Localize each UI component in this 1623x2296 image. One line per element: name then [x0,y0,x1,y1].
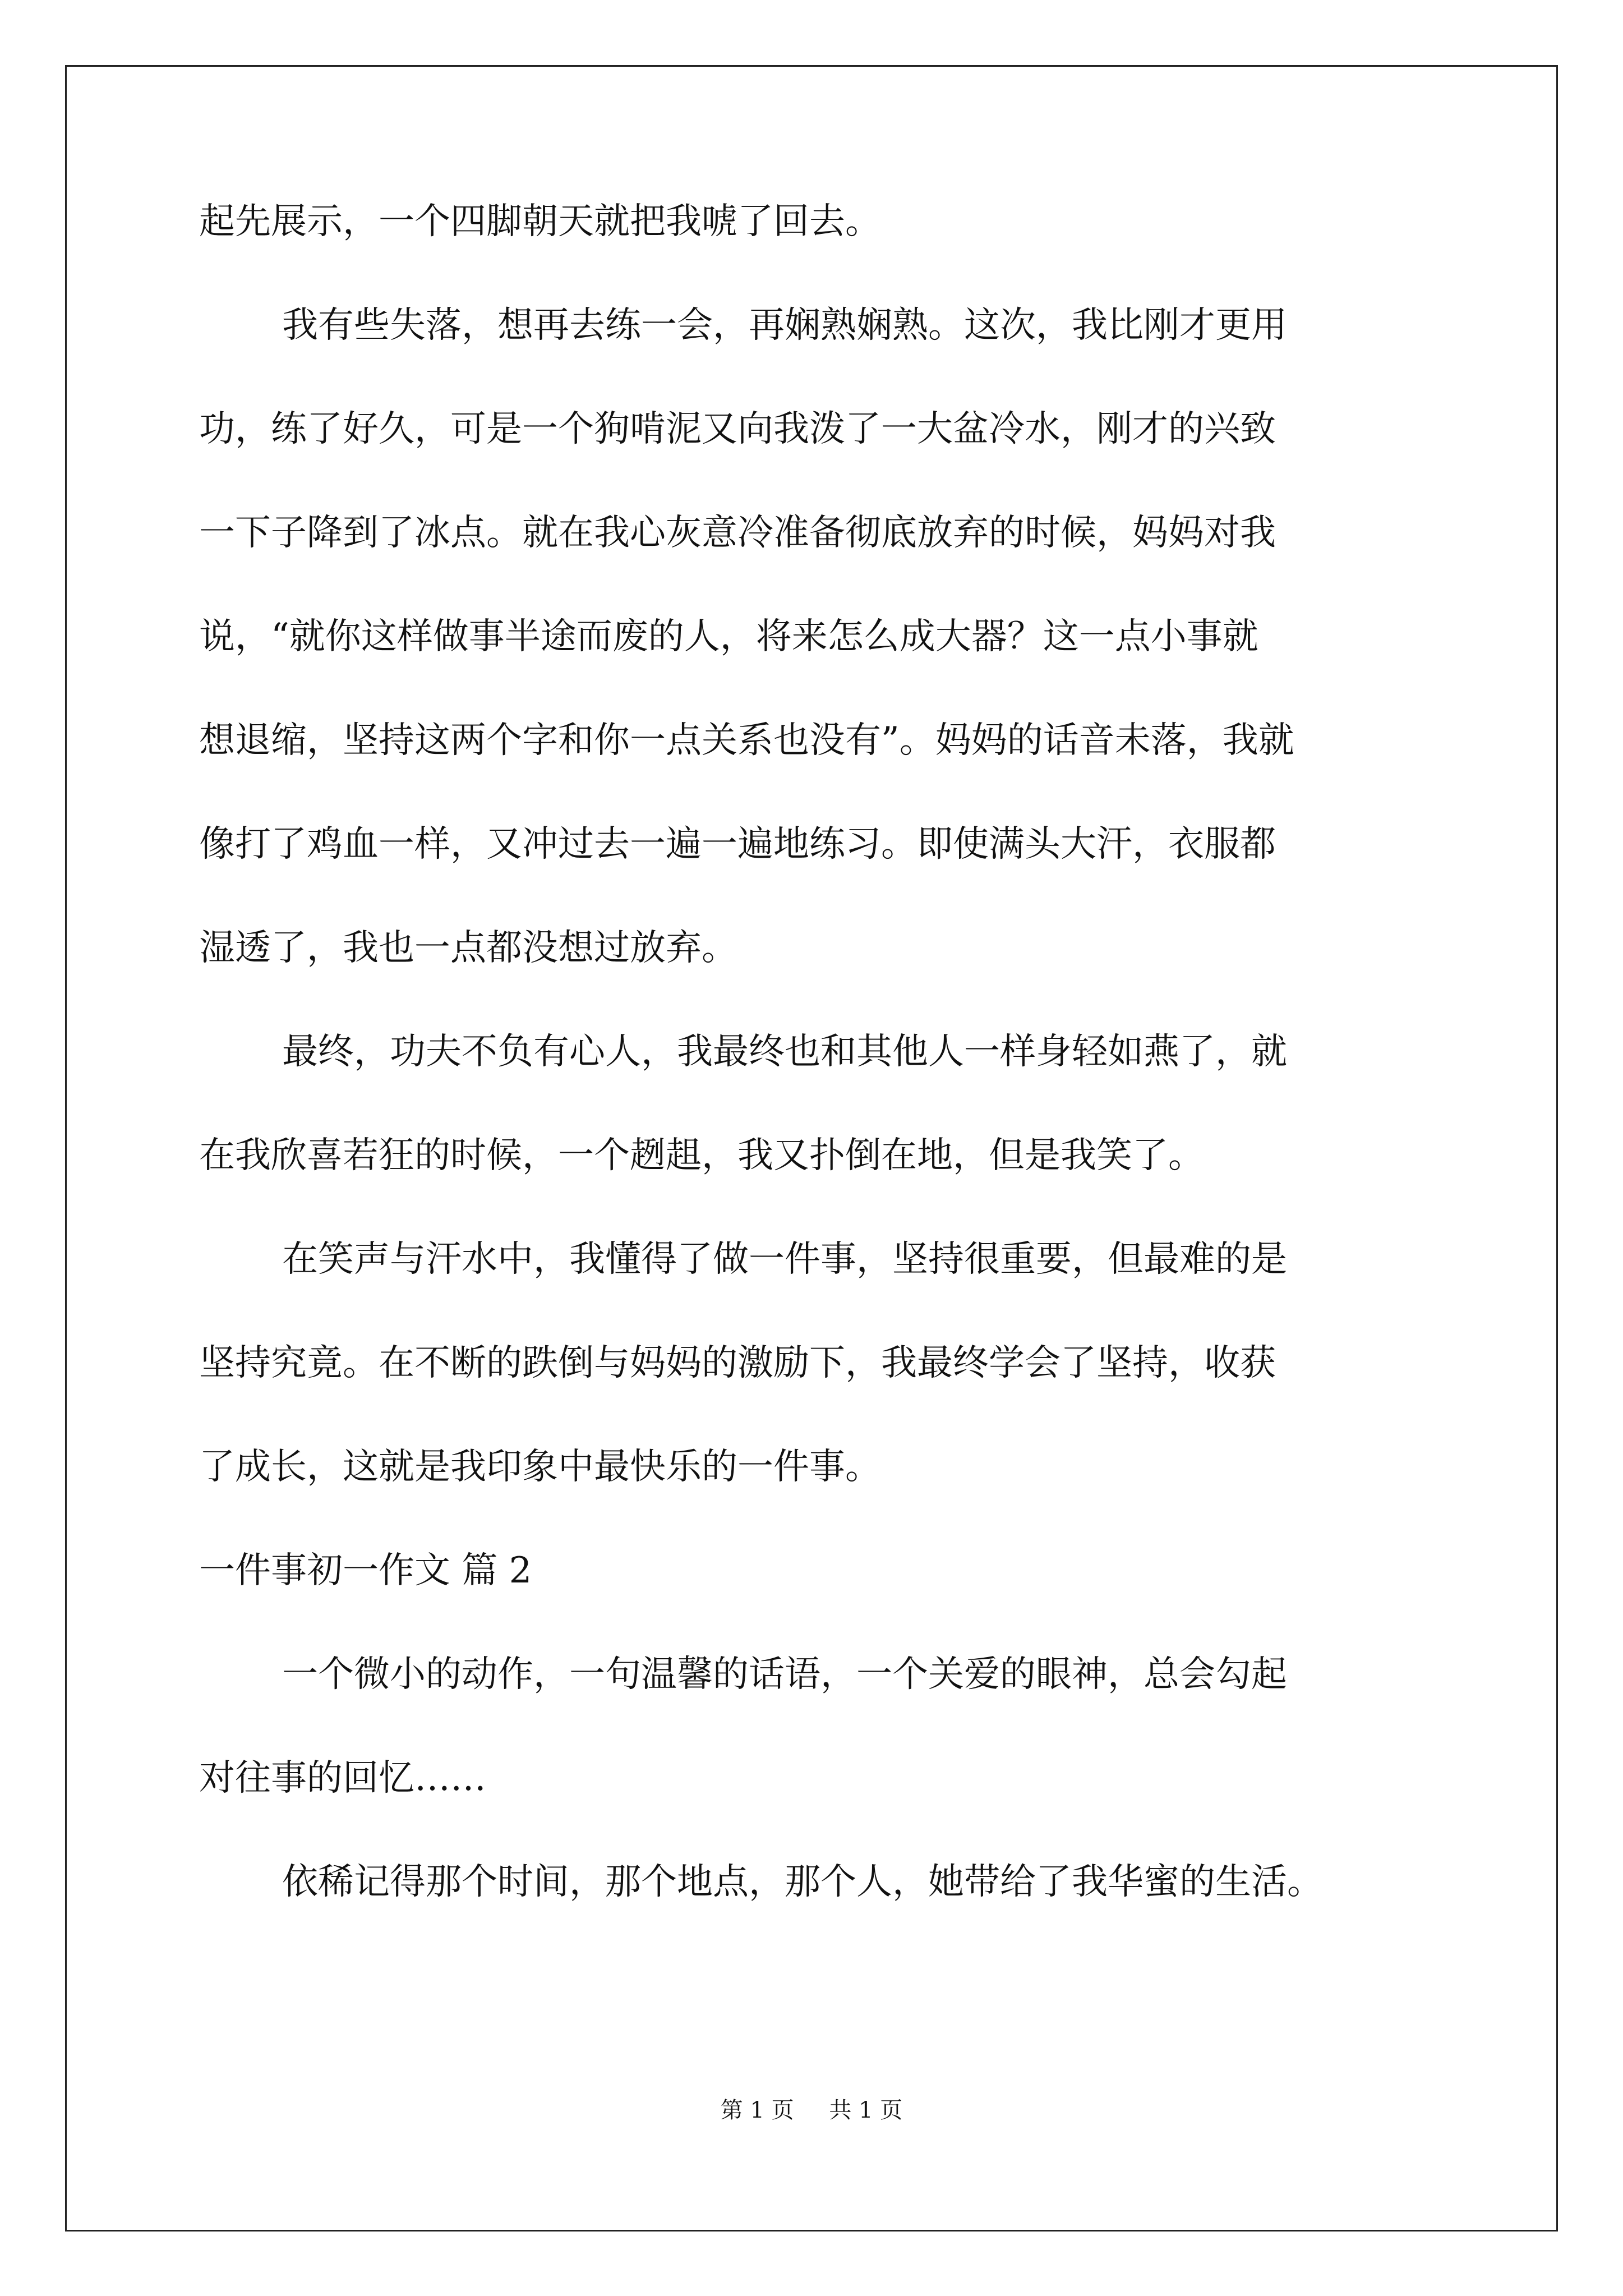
paragraph-line: 湿透了，我也一点都没想过放弃。 [199,927,737,969]
paragraph-line: 说，“就你这样做事半途而废的人，将来怎么成大器？这一点小事就 [199,616,1258,657]
paragraph-line: 一下子降到了冰点。就在我心灰意冷准备彻底放弃的时候，妈妈对我 [199,512,1276,554]
paragraph-line: 一个微小的动作，一句温馨的话语，一个关爱的眼神，总会勾起 [282,1654,1287,1695]
paragraph-line: 想退缩，坚持这两个字和你一点关系也没有”。妈妈的话音未落，我就 [199,720,1294,761]
paragraph-line: 对往事的回忆…… [199,1757,486,1799]
paragraph-line: 功，练了好久，可是一个狗啃泥又向我泼了一大盆冷水，刚才的兴致 [199,408,1276,450]
page-number-current: 第 1 页 [720,2097,794,2123]
paragraph-line: 在我欣喜若狂的时候，一个趔趄，我又扑倒在地，但是我笑了。 [199,1135,1204,1176]
paragraph-line: 像打了鸡血一样，又冲过去一遍一遍地练习。即使满头大汗，衣服都 [199,823,1276,865]
paragraph-line: 最终，功夫不负有心人，我最终也和其他人一样身轻如燕了，就 [282,1031,1287,1073]
paragraph-line: 在笑声与汗水中，我懂得了做一件事，坚持很重要，但最难的是 [282,1239,1287,1280]
paragraph-line: 坚持究竟。在不断的跌倒与妈妈的激励下，我最终学会了坚持，收获 [199,1342,1276,1384]
paragraph-line: 了成长，这就是我印象中最快乐的一件事。 [199,1446,881,1488]
section-heading: 一件事初一作文 篇 2 [199,1550,532,1591]
paragraph-line: 起先展示，一个四脚朝天就把我唬了回去。 [199,201,881,242]
paragraph-line: 我有些失落，想再去练一会，再娴熟娴熟。这次，我比刚才更用 [282,305,1287,346]
page-footer [0,2092,1623,2124]
page-number-total: 共 1 页 [829,2097,903,2123]
paragraph-line: 依稀记得那个时间，那个地点，那个人，她带给了我华蜜的生活。 [282,1861,1323,1903]
